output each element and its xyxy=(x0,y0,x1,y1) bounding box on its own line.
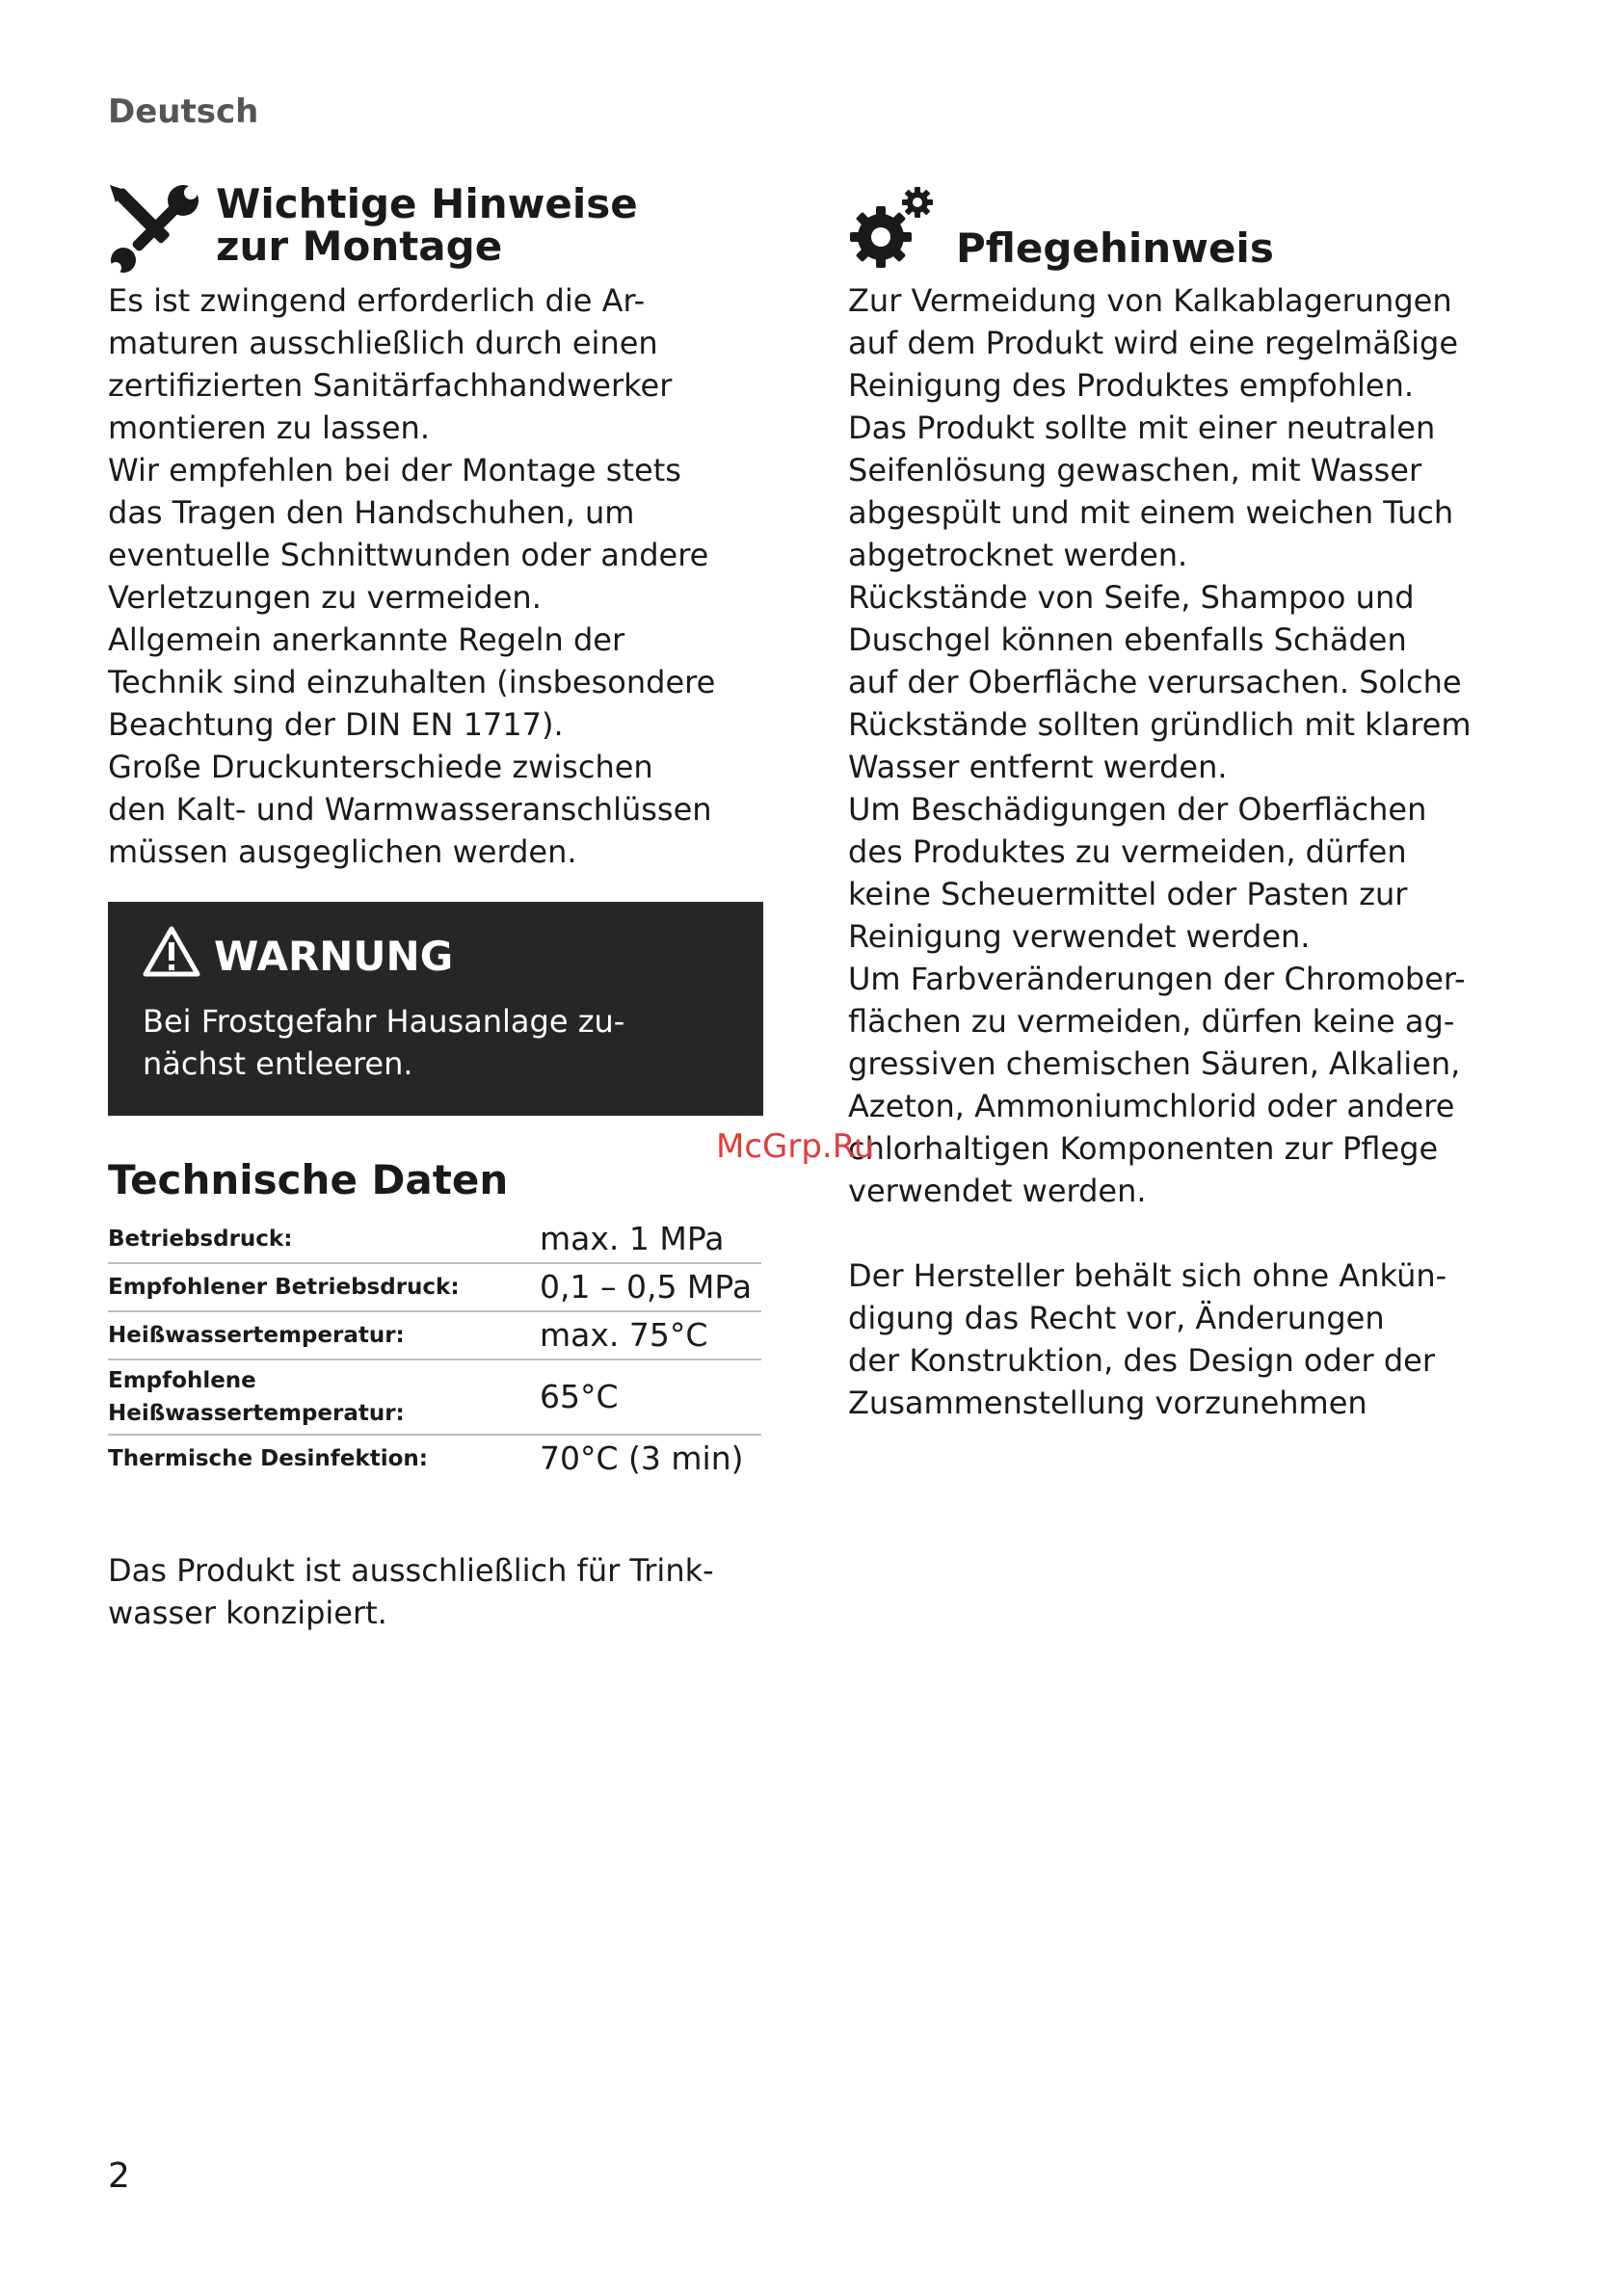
text-line: Seifenlösung gewaschen, mit Wasser xyxy=(848,452,1422,488)
page-number: 2 xyxy=(108,2156,130,2196)
table-row xyxy=(108,1435,761,1482)
care-heading xyxy=(848,183,1523,279)
text-line: müssen ausgeglichen werden. xyxy=(108,833,577,870)
spec-label: Thermische Desinfektion: xyxy=(108,1446,428,1471)
text-line: Reinigung des Produktes empfohlen. xyxy=(848,367,1415,404)
text-line: Große Druckunterschiede zwischen xyxy=(108,749,653,785)
text-line: zertifizierten Sanitärfachhandwerker xyxy=(108,367,673,404)
table-row xyxy=(108,1311,761,1359)
installation-title: Wichtige Hinweise zur Montage xyxy=(216,180,638,270)
text-line: auf dem Produkt wird eine regelmäßige xyxy=(848,325,1458,361)
text-line: maturen ausschließlich durch einen xyxy=(108,325,658,361)
text-line: Es ist zwingend erforderlich die Ar- xyxy=(108,282,646,319)
text-line: abgespült und mit einem weichen Tuch xyxy=(848,494,1454,531)
tools-icon xyxy=(108,183,200,279)
warning-text: Bei Frostgefahr Hausanlage zu- nächst entleeren. xyxy=(143,1003,625,1082)
text-line: den Kalt- und Warmwasseranschlüssen xyxy=(108,791,712,828)
spec-value: max. 75°C xyxy=(540,1311,761,1359)
care-section xyxy=(848,183,1523,1424)
text-line: Reinigung verwendet werden. xyxy=(848,918,1311,955)
installation-heading xyxy=(108,180,763,279)
drinking-water-note: Das Produkt ist ausschließlich für Trink- wasser konzipiert. xyxy=(108,1552,714,1631)
text-line: verwendet werden. xyxy=(848,1173,1147,1209)
spec-label: Empfohlener Betriebsdruck: xyxy=(108,1263,540,1311)
warning-heading xyxy=(143,929,729,983)
text-line: Um Farbveränderungen der Chromober- xyxy=(848,961,1466,997)
text-line: abgetrocknet werden. xyxy=(848,537,1188,573)
watermark: McGrp.Ru xyxy=(716,1127,875,1166)
text-line: chlorhaltigen Komponenten zur Pflege xyxy=(848,1130,1439,1167)
text-line: eventuelle Schnittwunden oder andere xyxy=(108,537,709,573)
gears-icon xyxy=(848,183,941,279)
language-label: Deutsch xyxy=(108,92,259,131)
warning-box xyxy=(108,902,763,1116)
warning-triangle-icon xyxy=(143,925,200,987)
table-row xyxy=(108,1263,761,1311)
spec-value: max. 1 MPa xyxy=(540,1216,761,1263)
spec-label: Empfohlene Heißwassertemperatur: xyxy=(108,1359,540,1435)
spec-value: 70°C (3 min) xyxy=(540,1439,744,1477)
text-line: Das Produkt sollte mit einer neutralen xyxy=(848,409,1436,446)
text-line: keine Scheuermittel oder Pasten zur xyxy=(848,876,1408,912)
text-line: flächen zu vermeiden, dürfen keine ag- xyxy=(848,1003,1455,1040)
spec-label: Heißwassertemperatur: xyxy=(108,1311,540,1359)
text-line: auf der Oberfläche verursachen. Solche xyxy=(848,664,1462,700)
text-line: das Tragen den Handschuhen, um xyxy=(108,494,635,531)
technical-data-title: Technische Daten xyxy=(108,1156,509,1203)
manufacturer-note xyxy=(848,1254,1523,1424)
text-line: Verletzungen zu vermeiden. xyxy=(108,579,542,616)
table-row xyxy=(108,1216,761,1263)
table-row xyxy=(108,1359,761,1435)
spec-value: 0,1 – 0,5 MPa xyxy=(540,1263,761,1311)
text-line: Allgemein anerkannte Regeln der xyxy=(108,621,625,658)
spec-label: Betriebsdruck: xyxy=(108,1216,540,1263)
text-line: der Konstruktion, des Design oder der xyxy=(848,1342,1435,1379)
text-line: gressiven chemischen Säuren, Alkalien, xyxy=(848,1045,1461,1082)
installation-section xyxy=(108,180,763,873)
care-text xyxy=(848,279,1523,1212)
text-line: Technik sind einzuhalten (insbesondere xyxy=(108,664,716,700)
text-line: Um Beschädigungen der Oberflächen xyxy=(848,791,1427,828)
text-line: montieren zu lassen. xyxy=(108,409,430,446)
warning-title: WARNUNG xyxy=(214,932,454,980)
text-line: digung das Recht vor, Änderungen xyxy=(848,1300,1385,1336)
text-line: Rückstände von Seife, Shampoo und xyxy=(848,579,1415,616)
text-line: Duschgel können ebenfalls Schäden xyxy=(848,621,1407,658)
text-line: Zusammenstellung vorzunehmen xyxy=(848,1385,1367,1421)
care-title: Pflegehinweis xyxy=(956,224,1274,272)
text-line: Wasser entfernt werden. xyxy=(848,749,1228,785)
text-line: des Produktes zu vermeiden, dürfen xyxy=(848,833,1407,870)
text-line: Rückstände sollten gründlich mit klarem xyxy=(848,706,1472,743)
text-line: Beachtung der DIN EN 1717). xyxy=(108,706,564,743)
text-line: Wir empfehlen bei der Montage stets xyxy=(108,452,681,488)
text-line: Zur Vermeidung von Kalkablagerungen xyxy=(848,282,1452,319)
technical-data-table xyxy=(108,1216,761,1482)
text-line: Azeton, Ammoniumchlorid oder andere xyxy=(848,1088,1455,1124)
installation-text xyxy=(108,279,763,873)
spec-value: 65°C xyxy=(540,1359,761,1435)
text-line: Der Hersteller behält sich ohne Ankün- xyxy=(848,1257,1447,1294)
